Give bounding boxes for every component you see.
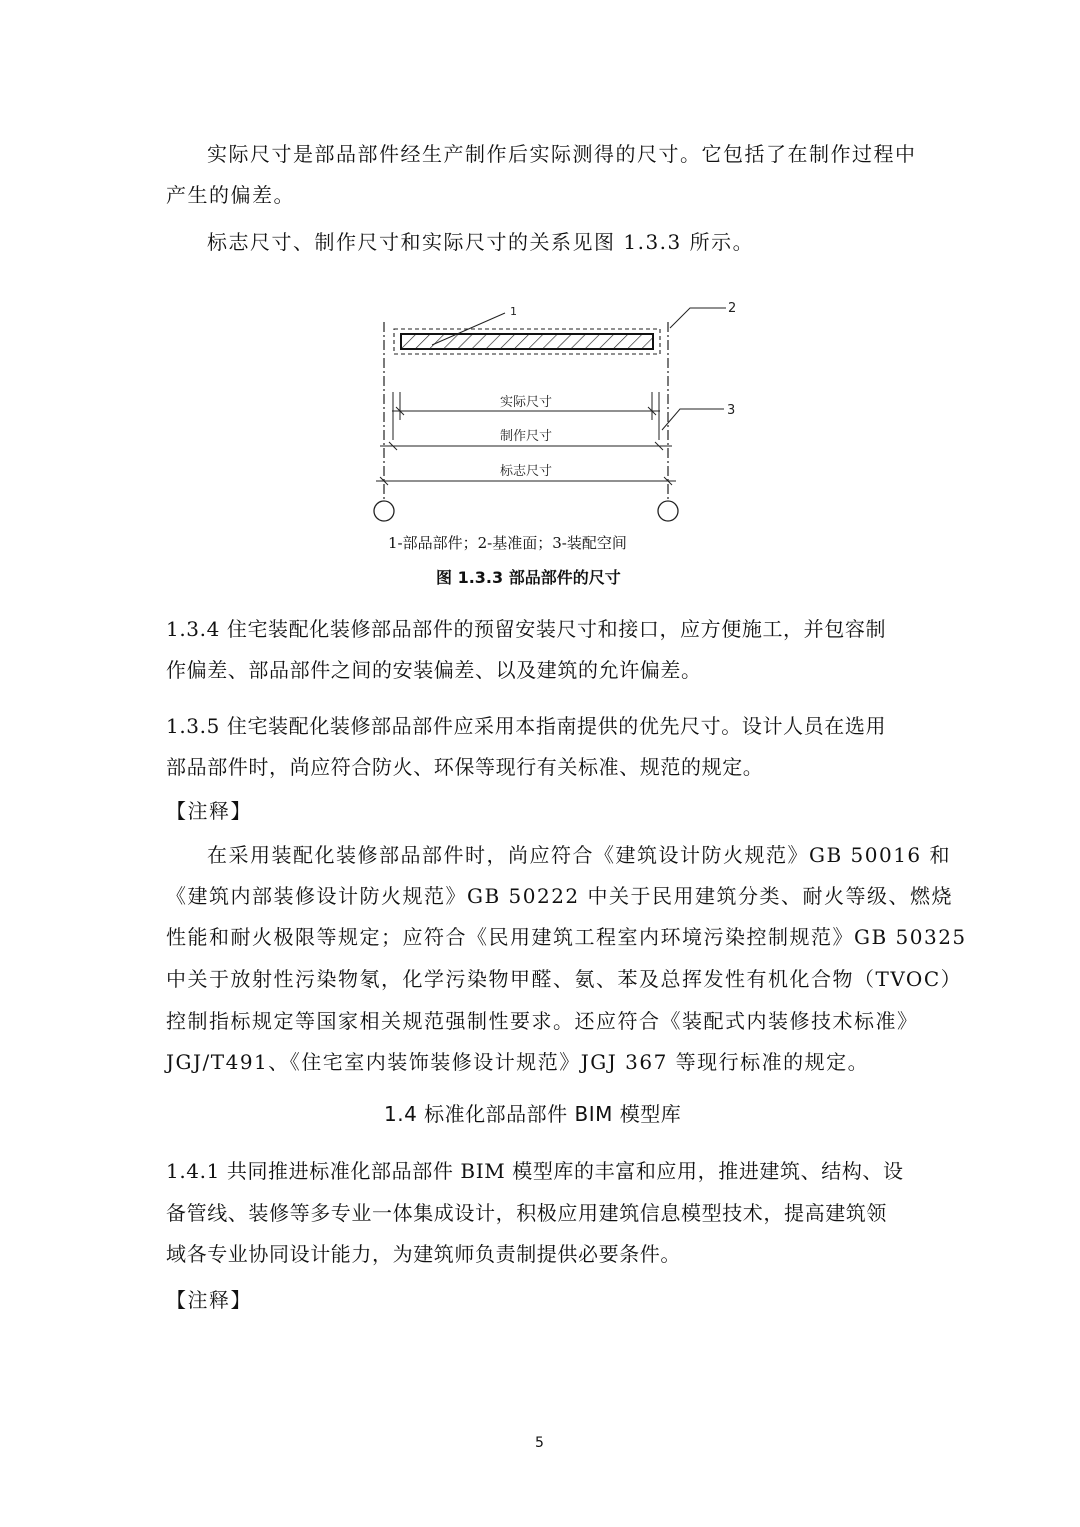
clause-1-3-5-line-2: 部品部件时，尚应符合防火、环保等现行有关标准、规范的规定。 [166,755,764,779]
intro-paragraph-figure-reference: 标志尺寸、制作尺寸和实际尺寸的关系见图 1.3.3 所示。 [207,230,755,254]
figure-label-2: 2 [728,301,737,316]
page-number: 5 [535,1435,544,1451]
clause-1-4-1-line-3: 域各专业协同设计能力，为建筑师负责制提供必要条件。 [166,1242,681,1266]
figure-label-3: 3 [727,403,736,418]
clause-1-3-5-line-1: 1.3.5 住宅装配化装修部品部件应采用本指南提供的优先尺寸。设计人员在选用 [166,714,887,738]
intro-paragraph-line-2: 产生的偏差。 [166,183,295,207]
production-outline [394,329,660,354]
figure-legend-caption: 1-部品部件；2-基准面；3-装配空间 [388,534,627,552]
dimension-label-actual: 实际尺寸 [499,395,553,410]
figure-label-1: 1 [510,305,517,318]
clause-1-4-1-line-2: 备管线、装修等多专业一体集成设计，积极应用建筑信息模型技术，提高建筑领 [166,1201,887,1225]
note-line-4: 中关于放射性污染物氡，化学污染物甲醛、氨、苯及总挥发性有机化合物（TVOC） [166,967,963,991]
note-label: 【注释】 [166,799,252,823]
note-line-6: JGJ/T491、《住宅室内装饰装修设计规范》JGJ 367 等现行标准的规定。 [166,1050,870,1074]
clause-1-3-4-line-1: 1.3.4 住宅装配化装修部品部件的预留安装尺寸和接口，应方便施工，并包容制 [166,617,887,641]
note-line-3: 性能和耐火极限等规定；应符合《民用建筑工程室内环境污染控制规范》GB 50325 [166,925,967,949]
intro-paragraph-line-1: 实际尺寸是部品部件经生产制作后实际测得的尺寸。它包括了在制作过程中 [207,142,917,166]
note-line-2: 《建筑内部装修设计防火规范》GB 50222 中关于民用建筑分类、耐火等级、燃烧 [166,884,954,908]
note-label-2: 【注释】 [166,1288,252,1312]
note-line-1: 在采用装配化装修部品部件时，尚应符合《建筑设计防火规范》GB 50016 和 [207,843,952,867]
right-axis-circle [658,501,678,521]
left-axis-circle [374,501,394,521]
note-line-5: 控制指标规定等国家相关规范强制性要求。还应符合《装配式内装修技术标准》 [166,1009,919,1033]
section-heading-1-4: 1.4 标准化部品部件 BIM 模型库 [384,1102,682,1126]
figure-title: 图 1.3.3 部品部件的尺寸 [436,568,621,587]
dimension-label-mark: 标志尺寸 [499,464,553,479]
dimension-label-make: 制作尺寸 [499,429,553,444]
component-hatched [401,334,653,349]
clause-1-4-1-line-1: 1.4.1 共同推进标准化部品部件 BIM 模型库的丰富和应用，推进建筑、结构、设 [166,1159,904,1183]
clause-1-3-4-line-2: 作偏差、部品部件之间的安装偏差、以及建筑的允许偏差。 [166,658,702,682]
